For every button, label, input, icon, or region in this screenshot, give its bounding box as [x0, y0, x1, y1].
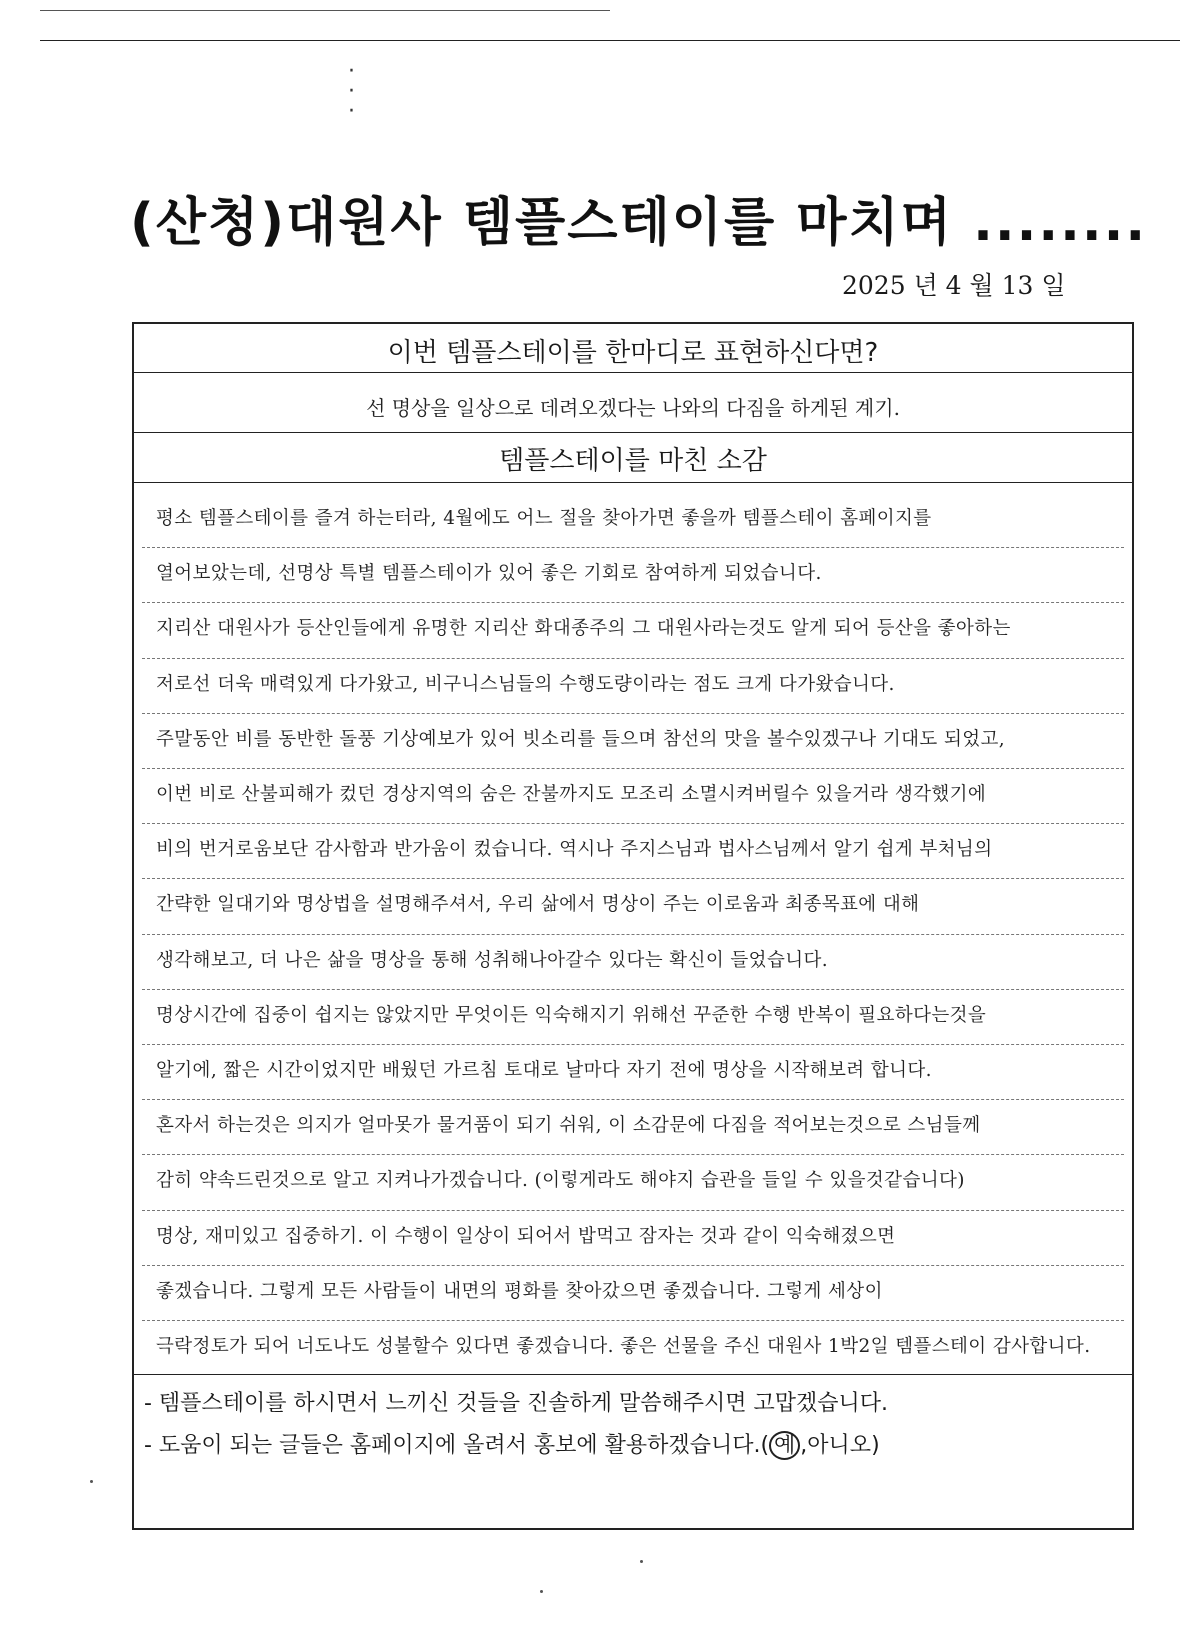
writing-guide-line: [142, 713, 1124, 714]
question-heading: 이번 템플스테이를 한마디로 표현하신다면?: [387, 338, 879, 368]
writing-guide-line: [142, 1154, 1124, 1155]
scan-speck: [540, 1590, 543, 1593]
scan-marks: · · ·: [348, 59, 355, 124]
handwritten-line: 좋겠습니다. 그렇게 모든 사람들이 내면의 평화를 찾아갔으면 좋겠습니다. 그렇게 세상이: [156, 1280, 883, 1302]
survey-form: [132, 322, 1134, 1530]
writing-guide-line: [142, 1265, 1124, 1266]
writing-guide-line: [142, 1320, 1124, 1321]
footer-note-1: - 템플스테이를 하시면서 느끼신 것들을 진솔하게 말씀해주시면 고맙겠습니다.: [144, 1391, 888, 1416]
top-edge-line: [40, 10, 610, 11]
handwritten-line: 평소 템플스테이를 즐겨 하는터라, 4월에도 어느 절을 찾아가면 좋을까 템플스테이 홈페이지를: [156, 508, 932, 529]
writing-guide-line: [142, 1099, 1124, 1100]
handwritten-line: 극락정토가 되어 너도나도 성불할수 있다면 좋겠습니다. 좋은 선물을 주신 대원사 1박2일 템플스테이 감사합니다.: [156, 1336, 1091, 1357]
date-written: 2025 년 4 월 13 일: [842, 271, 1066, 300]
handwritten-line: 혼자서 하는것은 의지가 얼마못가 물거품이 되기 쉬워, 이 소감문에 다짐을 적어보는것으로 스님들께: [156, 1115, 981, 1137]
impressions-heading: 템플스테이를 마친 소감: [499, 446, 767, 476]
handwritten-line: 명상, 재미있고 집중하기. 이 수행이 일상이 되어서 밥먹고 잠자는 것과 같이 익숙해졌으면: [156, 1225, 896, 1247]
footer-note-2: - 도움이 되는 글들은 홈페이지에 올려서 홍보에 활용하겠습니다.( 예 ,아니오): [144, 1433, 880, 1458]
writing-guide-line: [142, 547, 1124, 548]
handwritten-line: 감히 약속드린것으로 알고 지켜나가겠습니다. (이렇게라도 해야지 습관을 들일 수 있을것같습니다): [156, 1170, 965, 1192]
row-divider: [134, 372, 1132, 373]
one-word-answer: 선 명상을 일상으로 데려오겠다는 나와의 다짐을 하게된 계기.: [366, 396, 900, 420]
page-title: (산청)대원사 템플스테이를 마치며 ........: [130, 193, 1148, 253]
handwritten-line: 명상시간에 집중이 쉽지는 않았지만 무엇이든 익숙해지기 위해선 꾸준한 수행 반복이 필요하다는것을: [156, 1004, 987, 1026]
writing-guide-line: [142, 1044, 1124, 1045]
no-option: 아니오: [807, 1433, 872, 1458]
writing-guide-line: [142, 878, 1124, 879]
writing-guide-line: [142, 602, 1124, 603]
handwritten-line: 이번 비로 산불피해가 컸던 경상지역의 숨은 잔불까지도 모조리 소멸시켜버릴수 있을거라 생각했기에: [156, 784, 987, 805]
writing-guide-line: [142, 658, 1124, 659]
writing-guide-line: [142, 934, 1124, 935]
row-divider: [134, 1374, 1132, 1375]
row-divider: [134, 432, 1132, 433]
writing-guide-line: [142, 989, 1124, 990]
handwritten-line: 생각해보고, 더 나은 삶을 명상을 통해 성취해나아갈수 있다는 확신이 들었습니다.: [156, 949, 829, 971]
writing-guide-line: [142, 823, 1124, 824]
scan-speck: [640, 1560, 643, 1563]
scan-speck: [90, 1480, 93, 1483]
header-rule: [40, 40, 1180, 41]
writing-guide-line: [142, 768, 1124, 769]
handwritten-line: 간략한 일대기와 명상법을 설명해주셔서, 우리 삶에서 명상이 주는 이로움과 최종목표에 대해: [156, 894, 920, 916]
handwritten-line: 저로선 더욱 매력있게 다가왔고, 비구니스님들의 수행도량이라는 점도 크게 다가왔습니다.: [156, 673, 895, 695]
handwritten-line: 비의 번거로움보단 감사함과 반가움이 컸습니다. 역시나 주지스님과 법사스님께서 알기 쉽게 부처님의: [156, 839, 993, 861]
handwritten-line: 지리산 대원사가 등산인들에게 유명한 지리산 화대종주의 그 대원사라는것도 알게 되어 등산을 좋아하는: [156, 618, 1011, 640]
writing-guide-line: [142, 1210, 1124, 1211]
handwritten-line: 주말동안 비를 동반한 돌풍 기상예보가 있어 빗소리를 들으며 참선의 맛을 볼수있겠구나 기대도 되었고,: [156, 728, 1006, 750]
row-divider: [134, 482, 1132, 483]
handwritten-line: 열어보았는데, 선명상 특별 템플스테이가 있어 좋은 기회로 참여하게 되었습니다.: [156, 563, 822, 585]
yes-option-circled: 예: [769, 1431, 800, 1460]
handwritten-line: 알기에, 짧은 시간이었지만 배웠던 가르침 토대로 날마다 자기 전에 명상을 시작해보려 합니다.: [156, 1060, 932, 1081]
